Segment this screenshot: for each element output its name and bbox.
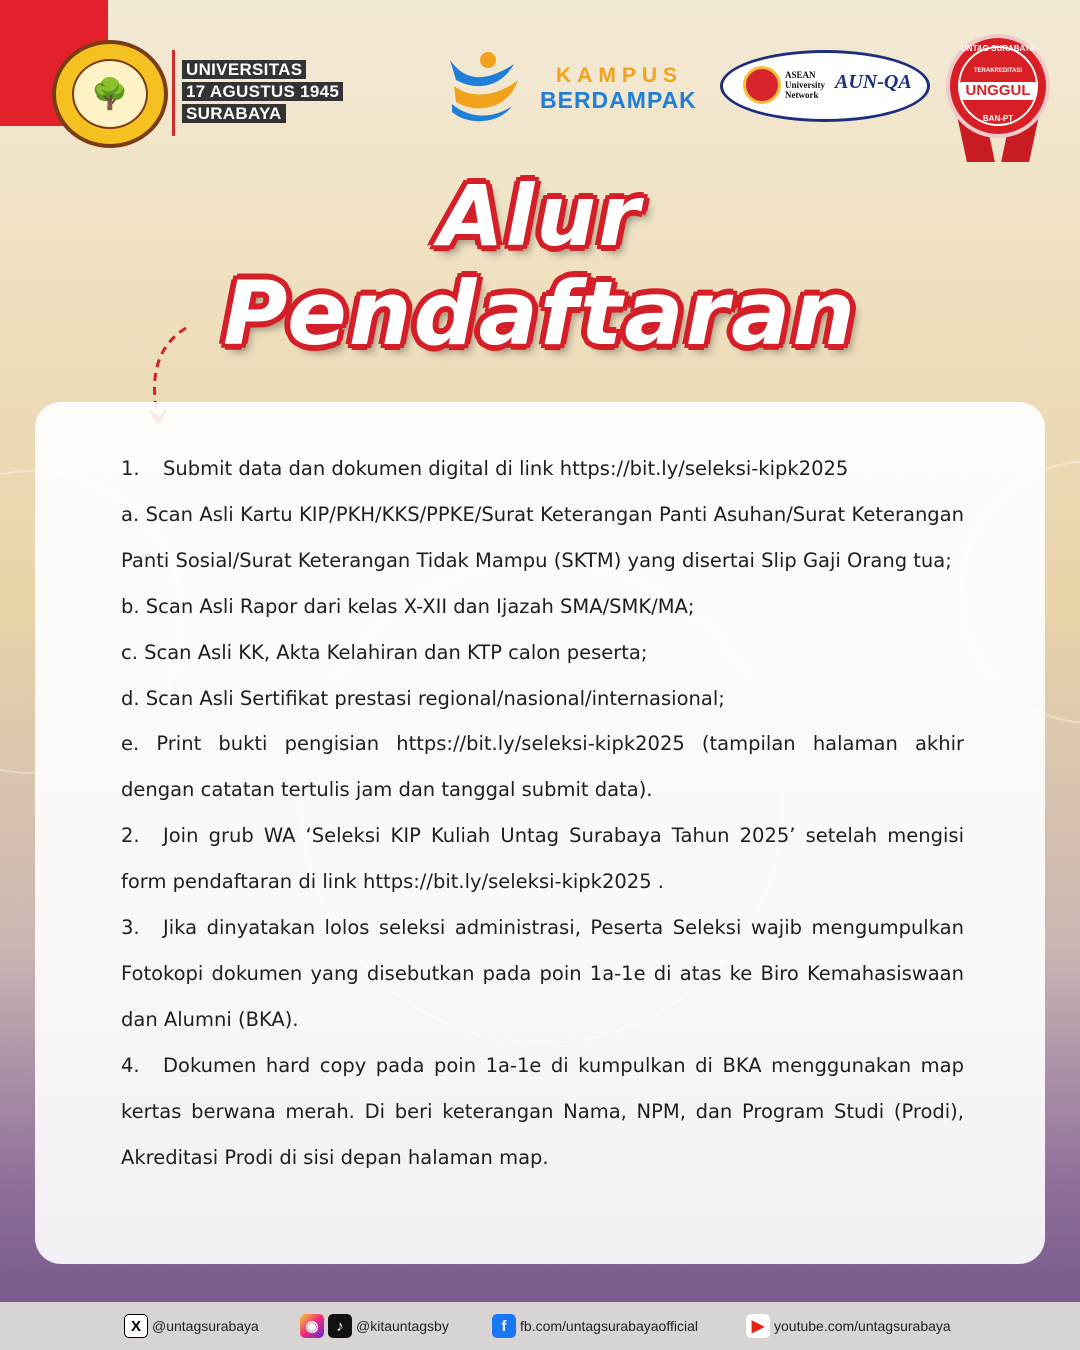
page-title-line-2: Pendaftaran — [222, 262, 857, 365]
step-1-text: Submit data dan dokumen digital di link https://bit.ly/seleksi-kipk2025 — [163, 457, 849, 480]
step-2 — [121, 813, 964, 905]
step-2-text: Join grub WA ‘Seleksi KIP Kuliah Untag Surabaya Tahun 2025’ setelah mengisi form pendaftaran di link https://bit.ly/seleksi-kipk2025 . — [121, 824, 964, 894]
tree-icon: 🌳 — [72, 59, 148, 129]
facebook-handle: fb.com/untagsurabayaofficial — [520, 1318, 698, 1334]
aun-qa-logo — [720, 50, 930, 122]
step-1e: e. Print bukti pengisian https://bit.ly/seleksi-kipk2025 (tampilan halaman akhir dengan catatan tertulis jam dan tanggal submit data). — [121, 732, 964, 802]
badge-sub-text: TERAKREDITASI — [973, 68, 1023, 74]
step-4 — [121, 1043, 964, 1181]
aun-text-line-1: ASEAN — [785, 70, 816, 80]
step-1-number: 1. — [121, 457, 140, 480]
page-title-line-1: Alur — [438, 167, 642, 265]
youtube-social-link[interactable] — [746, 1313, 951, 1339]
youtube-icon: ▶ — [746, 1314, 770, 1338]
instagram-icon: ◉ — [300, 1314, 324, 1338]
kampus-berdampak-logo-icon — [444, 50, 522, 126]
step-3-number: 3. — [121, 916, 140, 940]
badge-unggul-label: UNGGUL — [960, 82, 1036, 100]
step-3 — [121, 905, 964, 1043]
step-1c: c. Scan Asli KK, Akta Kelahiran dan KTP calon peserta; — [121, 640, 648, 664]
badge-top-text: UNTAG SURABAYA — [961, 44, 1035, 53]
step-1 — [121, 446, 964, 492]
x-handle: @untagsurabaya — [152, 1318, 259, 1334]
university-seal-logo — [52, 40, 168, 148]
instagram-tiktok-social-link[interactable] — [300, 1313, 449, 1339]
youtube-handle: youtube.com/untagsurabaya — [774, 1318, 951, 1334]
step-1b: b. Scan Asli Rapor dari kelas X-XII dan Ijazah SMA/SMK/MA; — [121, 594, 695, 618]
university-name-line-3: SURABAYA — [182, 104, 286, 123]
x-icon: X — [124, 1314, 148, 1338]
aun-text-line-2: University — [785, 80, 825, 90]
step-4-number: 4. — [121, 1053, 140, 1077]
facebook-icon: f — [492, 1314, 516, 1338]
registration-steps — [121, 446, 964, 1181]
aun-qa-label: AUN-QA — [835, 71, 912, 93]
instagram-tiktok-handle: @kitauntagsby — [356, 1318, 449, 1334]
university-name-line-1: UNIVERSITAS — [182, 60, 306, 79]
badge-bottom-text: BAN-PT — [982, 114, 1014, 123]
step-1d: d. Scan Asli Sertifikat prestasi regional/nasional/internasional; — [121, 686, 725, 710]
facebook-social-link[interactable] — [492, 1313, 698, 1339]
aun-network-text — [785, 70, 825, 100]
x-social-link[interactable] — [124, 1313, 259, 1339]
step-2-number: 2. — [121, 824, 140, 848]
kampus-label: KAMPUS — [556, 64, 684, 87]
accreditation-badge — [946, 34, 1050, 138]
step-3-text: Jika dinyatakan lolos seleksi administrasi, Peserta Seleksi wajib mengumpulkan Fotokopi dokumen yang disebutkan pada poin 1a-1e di atas ke Biro Kemahasiswaan dan Alumni (BKA). — [121, 916, 964, 1031]
asean-emblem-icon — [743, 66, 781, 104]
tiktok-icon: ♪ — [328, 1314, 352, 1338]
logo-divider — [172, 50, 175, 136]
step-1a: a. Scan Asli Kartu KIP/PKH/KKS/PPKE/Surat Keterangan Panti Asuhan/Surat Keterangan Panti Sosial/Surat Keterangan Tidak Mampu (SKTM) yang disertai Slip Gaji Orang tua; — [121, 502, 964, 572]
berdampak-label: BERDAMPAK — [540, 87, 697, 113]
step-4-text: Dokumen hard copy pada poin 1a-1e di kumpulkan di BKA menggunakan map kertas berwana merah. Di beri keterangan Nama, NPM, dan Program Studi (Prodi), Akreditasi Prodi di sisi depan halaman map. — [121, 1053, 964, 1169]
aun-text-line-3: Network — [785, 90, 819, 100]
university-name-line-2: 17 AGUSTUS 1945 — [182, 82, 343, 101]
